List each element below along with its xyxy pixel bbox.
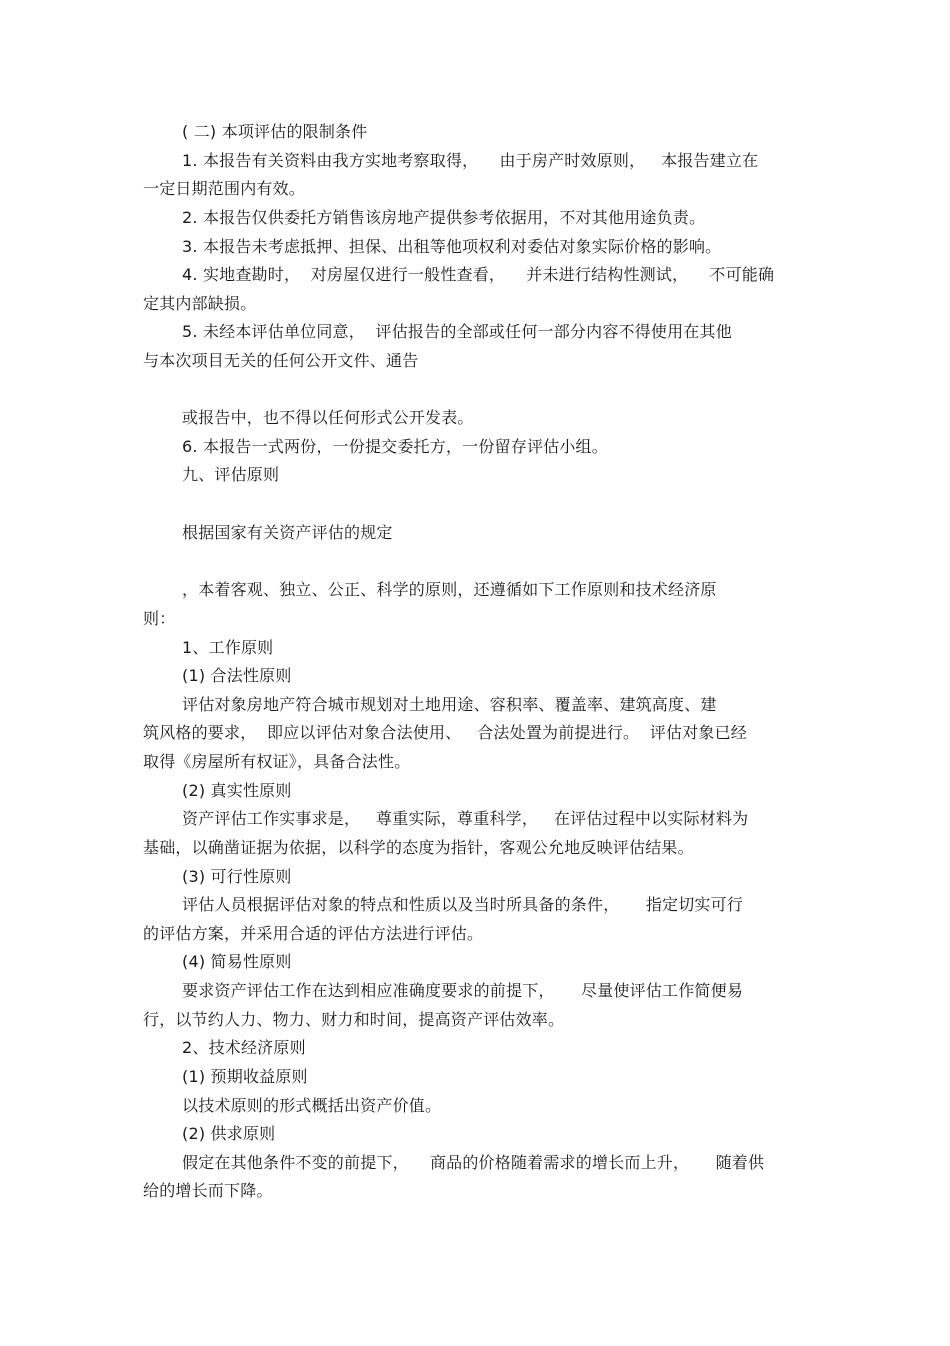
paragraph-line: 假定在其他条件不变的前提下， 商品的价格随着需求的增长而上升， 随着供	[182, 1153, 765, 1172]
paragraph-line: 则：	[143, 609, 176, 628]
paragraph-line: 取得《房屋所有权证》，具备合法性。	[143, 752, 411, 771]
subheading-tech-economic-principles: 2、技术经济原则	[182, 1038, 306, 1057]
paragraph-line: 评估对象房地产符合城市规划对土地用途、容积率、覆盖率、建筑高度、建	[182, 695, 717, 714]
paragraph-line: 评估人员根据评估对象的特点和性质以及当时所具备的条件， 指定切实可行	[182, 895, 744, 914]
paragraph-line: 定其内部缺损。	[143, 294, 257, 313]
paragraph-line: 6. 本报告一式两份，一份提交委托方，一份留存评估小组。	[182, 437, 608, 456]
subheading-supply-demand: (2) 供求原则	[182, 1124, 276, 1143]
paragraph-line: 或报告中，也不得以任何形式公开发表。	[182, 408, 474, 427]
paragraph-line: ，本着客观、独立、公正、科学的原则，还遵循如下工作原则和技术经济原	[182, 580, 717, 599]
paragraph-line: 筑风格的要求， 即应以评估对象合法使用、 合法处置为前提进行。 评估对象已经	[143, 723, 748, 742]
paragraph-line: 1. 本报告有关资料由我方实地考察取得， 由于房产时效原则， 本报告建立在	[182, 151, 759, 170]
section-heading-principles: 九、评估原则	[182, 465, 280, 484]
subheading-simplicity: (4) 简易性原则	[182, 952, 292, 971]
paragraph-line: 行，以节约人力、物力、财力和时间，提高资产评估效率。	[143, 1010, 565, 1029]
subheading-legality: (1) 合法性原则	[182, 666, 292, 685]
subheading-work-principles: 1、工作原则	[182, 638, 274, 657]
paragraph-line: 与本次项目无关的任何公开文件、通告	[143, 351, 419, 370]
subheading-expected-return: (1) 预期收益原则	[182, 1067, 308, 1086]
paragraph-line: 2. 本报告仅供委托方销售该房地产提供参考依据用，不对其他用途负责。	[182, 208, 706, 227]
paragraph-line: 4. 实地查勘时， 对房屋仅进行一般性查看， 并未进行结构性测试， 不可能确	[182, 265, 775, 284]
paragraph-line: 要求资产评估工作在达到相应准确度要求的前提下， 尽量使评估工作简便易	[182, 981, 744, 1000]
paragraph-line: 给的增长而下降。	[143, 1181, 273, 1200]
paragraph-line: 以技术原则的形式概括出资产价值。	[182, 1096, 442, 1115]
subheading-feasibility: (3) 可行性原则	[182, 867, 292, 886]
section-heading-restrictions: ( 二) 本项评估的限制条件	[182, 122, 368, 141]
paragraph-line: 3. 本报告未考虑抵押、担保、出租等他项权利对委估对象实际价格的影响。	[182, 237, 722, 256]
paragraph-line: 一定日期范围内有效。	[143, 179, 306, 198]
paragraph-line: 根据国家有关资产评估的规定	[182, 523, 393, 542]
paragraph-line: 资产评估工作实事求是， 尊重实际，尊重科学， 在评估过程中以实际材料为	[182, 809, 749, 828]
paragraph-line: 的评估方案，并采用合适的评估方法进行评估。	[143, 924, 484, 943]
paragraph-line: 5. 未经本评估单位同意， 评估报告的全部或任何一部分内容不得使用在其他	[182, 322, 732, 341]
paragraph-line: 基础，以确凿证据为依据，以科学的态度为指针，客观公允地反映评估结果。	[143, 838, 694, 857]
subheading-authenticity: (2) 真实性原则	[182, 781, 292, 800]
